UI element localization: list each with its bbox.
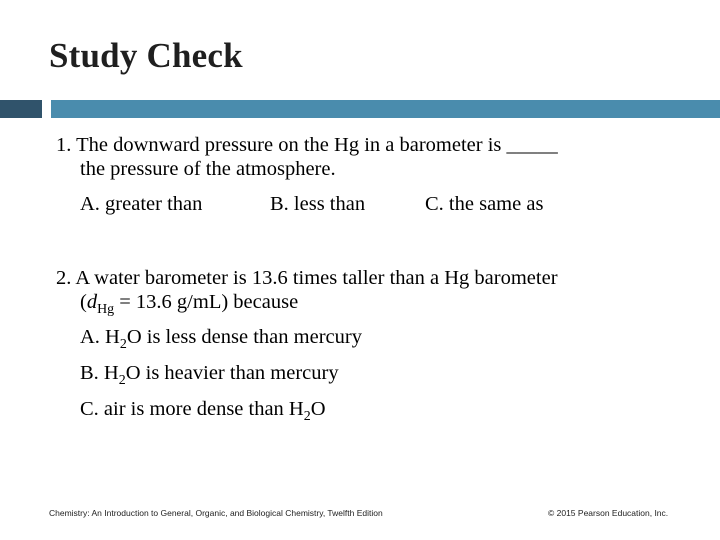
q2-b-pre: B. H [80, 362, 119, 384]
q2-c-sub: 2 [303, 408, 311, 424]
q2-c-post: O [310, 398, 326, 420]
header-bar-right [51, 100, 720, 118]
q2-density-subscript: Hg [97, 301, 115, 317]
question-2-line-2 [56, 290, 558, 317]
q2-c-pre: C. air is more dense than H [80, 398, 304, 420]
q2-paren: ( [80, 291, 87, 313]
question-2 [56, 266, 558, 317]
q1-choice-c: C. the same as [425, 193, 544, 215]
question-2-line-1: 2. A water barometer is 13.6 times taller than a Hg barometer [56, 267, 558, 289]
q2-a-sub: 2 [119, 336, 127, 352]
q2-a-pre: A. H [80, 326, 120, 348]
question-1-choices [80, 193, 543, 216]
q1-choice-a: A. greater than [80, 193, 203, 215]
question-1-line-2: the pressure of the atmosphere. [80, 158, 336, 180]
q2-a-post: O is less dense than mercury [126, 326, 362, 348]
q2-b-sub: 2 [118, 372, 126, 388]
q2-density-value: = 13.6 g/mL) because [114, 291, 299, 313]
q2-choice-b [80, 362, 339, 388]
question-1-line-1: 1. The downward pressure on the Hg in a barometer is _____ [56, 134, 558, 156]
footer-citation: Chemistry: An Introduction to General, Organic, and Biological Chemistry, Twelfth Edition [49, 508, 383, 518]
q2-choice-a [80, 326, 362, 352]
footer-copyright: © 2015 Pearson Education, Inc. [548, 508, 669, 518]
q2-b-post: O is heavier than mercury [125, 362, 339, 384]
header-bar-left [0, 100, 42, 118]
slide-title: Study Check [49, 36, 243, 75]
question-1 [56, 133, 558, 181]
q2-density-symbol: d [86, 291, 98, 313]
q1-choice-b: B. less than [270, 193, 366, 215]
q2-choice-c [80, 398, 326, 424]
